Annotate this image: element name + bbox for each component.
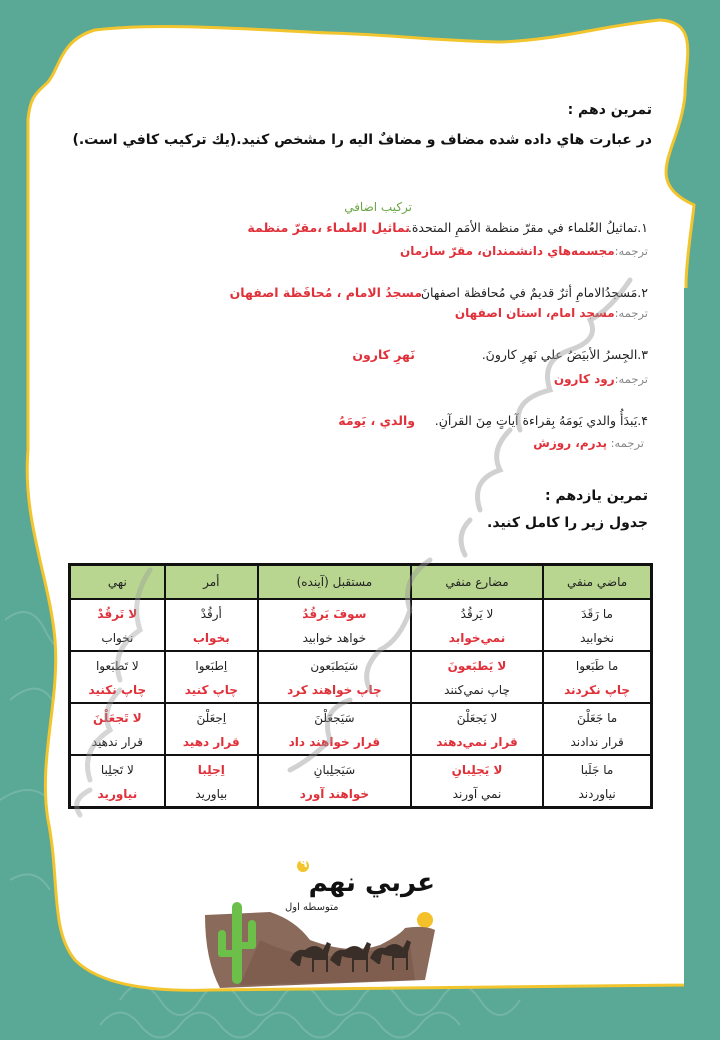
table-cell: قرار نمي‌دهند — [411, 730, 543, 755]
answer-3: نَهرِ كارون — [352, 347, 415, 362]
table-cell: بياوريد — [165, 782, 258, 808]
logo-title: عربي نهم — [308, 868, 435, 898]
header-madi-manfi: ماضي منفي — [543, 565, 651, 600]
table-cell: سَيَجعَلْنَ — [258, 703, 411, 730]
table-cell: لا تَجعَلْنَ — [70, 703, 165, 730]
sentence-1: ١.تماثيلُ العُلماء في مقرّ منظمة الأمَمِ المتحدة. — [407, 220, 648, 235]
table-cell: لا يَطبَعونَ — [411, 651, 543, 678]
table-cell: اِجلِبا — [165, 755, 258, 782]
exercise-10-instruction: در عبارت هاي داده شده مضاف و مضافٌ اليه را مشخص كنيد.(يك تركيب كافي است.) — [72, 132, 652, 148]
table-cell: نمي‌خوابد — [411, 626, 543, 651]
book-logo: ٩ عربي نهم متوسطه اول — [285, 856, 435, 913]
table-cell: أرقُدْ — [165, 599, 258, 626]
table-cell: نياوردند — [543, 782, 651, 808]
table-cell: چاپ كنيد — [165, 678, 258, 703]
table-cell: چاپ نكنيد — [70, 678, 165, 703]
table-cell: نخوابيد — [543, 626, 651, 651]
table-cell: لا يَرقُدُ — [411, 599, 543, 626]
table-cell: سَيَجلِبانِ — [258, 755, 411, 782]
table-cell: خواهند آورد — [258, 782, 411, 808]
table-cell: خواهد خوابيد — [258, 626, 411, 651]
header-amr: أمر — [165, 565, 258, 600]
header-nahy: نهي — [70, 565, 165, 600]
answer-4: والدي ، يَومَهُ — [338, 413, 415, 428]
table-cell: چاپ نكردند — [543, 678, 651, 703]
table-cell: نياوريد — [70, 782, 165, 808]
translation-4: ترجمه: پدرم، روزش — [533, 436, 644, 450]
sentence-4: ۴.يَبدَأُ والدي يَومَهُ بِقراءة آياتٍ مِنَ القرآنِ. — [434, 413, 648, 428]
table-cell: بخواب — [165, 626, 258, 651]
column-label-idafi: تركيب اضافي — [344, 200, 412, 214]
sentence-3: ٣.الجِسرُ الأبيَضُ علي نَهرِ كارونَ. — [481, 347, 648, 362]
header-mudari-manfi: مضارع منفي — [411, 565, 543, 600]
table-cell: ما جَلَبا — [543, 755, 651, 782]
table-cell: نمي آورند — [411, 782, 543, 808]
table-cell: ما جَعَلْنَ — [543, 703, 651, 730]
table-cell: نخواب — [70, 626, 165, 651]
table-cell: سوفَ يَرقُدُ — [258, 599, 411, 626]
table-cell: اِجعَلْنَ — [165, 703, 258, 730]
table-cell: قرار دهيد — [165, 730, 258, 755]
exercise-11-instruction: جدول زير را كامل كنيد. — [487, 515, 648, 531]
table-cell: لا تَرقُدْ — [70, 599, 165, 626]
table-cell: لا تَطبَعوا — [70, 651, 165, 678]
table-cell: قرار ندهيد — [70, 730, 165, 755]
table-cell: چاپ نمي‌كنند — [411, 678, 543, 703]
watermark-lower — [40, 560, 160, 820]
exercise-10-title: تمرين دهم : — [567, 102, 652, 118]
table-cell: ما طَبَعوا — [543, 651, 651, 678]
desert-caravan-illustration — [200, 900, 440, 990]
translation-1: ترجمه:مجسمه‌هاي دانشمندان، مقرّ سازمان — [399, 244, 648, 258]
translation-3: ترجمه:رود كارون — [553, 372, 648, 386]
table-cell: ما رَقَدَ — [543, 599, 651, 626]
table-cell: اِطبَعوا — [165, 651, 258, 678]
table-cell: قرار ندادند — [543, 730, 651, 755]
exercise-11-title: تمرين يازدهم : — [545, 488, 648, 504]
sentence-2: ٢.مَسجدُالامامِ أثرٌ قديمٌ في مُحافظة اصفهانَ. — [416, 285, 648, 300]
translation-2: ترجمه:مسجد امام، استان اصفهان — [454, 306, 648, 320]
table-cell: چاپ خواهند كرد — [258, 678, 411, 703]
table-cell: لا تَجلِبا — [70, 755, 165, 782]
table-cell: سَيَطبَعون — [258, 651, 411, 678]
table-cell: قرار خواهند داد — [258, 730, 411, 755]
table-cell: لا يَجعَلْنَ — [411, 703, 543, 730]
logo-subtitle: متوسطه اول — [285, 902, 339, 913]
header-mustaqbal: مستقبل (آينده) — [258, 565, 411, 600]
answer-1: تماثيل العلماء ،مقرّ منظمة — [247, 220, 410, 235]
table-cell: لا يَجلِبانِ — [411, 755, 543, 782]
sun-icon — [417, 912, 433, 928]
answer-2: مسجدُ الامام ، مُحافَظة اصفهان — [229, 285, 422, 300]
